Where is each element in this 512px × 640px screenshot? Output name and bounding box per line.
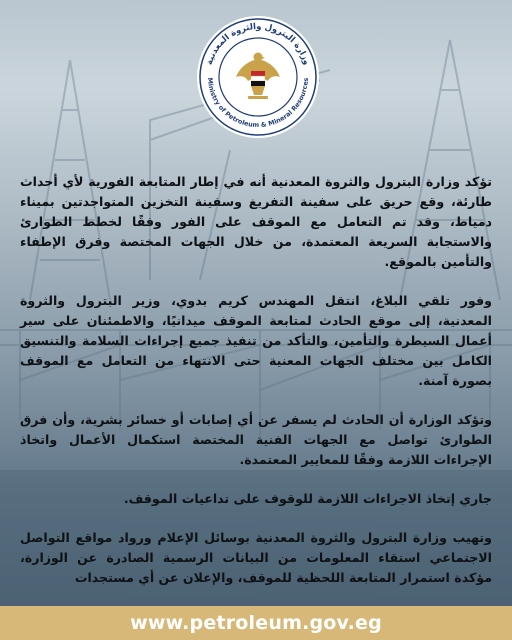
ministry-logo <box>196 15 320 139</box>
footer-bar <box>0 606 512 640</box>
paragraph-1: تؤكد وزارة البترول والثروة المعدنية أنه في إطار المتابعة الفورية لأي أحداث طارئة، وقع حريق على سفينة التفريغ وسفينة التخزين المتواجدتين بميناء دمياط، وقد تم التعامل مع الموقف على الفور وفقًا لخطط الطوارئ والاستجابة السريعة المعتمدة، من خلال الجهات المختصة وفرق الإطفاء والتأمين بالموقع. <box>20 174 492 269</box>
paragraph-4: جاري إتخاذ الاجراءات اللازمة للوقوف على تداعيات الموقف. <box>123 491 492 506</box>
logo-english-text: Ministry of Petroleum & Mineral Resources <box>205 77 311 130</box>
paragraph-5: وتهيب وزارة البترول والثروة المعدنية بوسائل الإعلام ورواد مواقع التواصل الاجتماعي استقاء المعلومات من البيانات الرسمية الصادرة عن الوزارة، مؤكدة استمرار المتابعة اللحظية للموقف، والإعلان عن أي مستجدات <box>20 530 492 585</box>
paragraph-2: وفور تلقي البلاغ، انتقل المهندس كريم بدوي، وزير البترول والثروة المعدنية، إلى موقع الحادث لمتابعة الموقف ميدانيًا، والاطمئنان على سير أعمال السيطرة والتأمين، والتأكد من تنفيذ جميع إجراءات السلامة والتنسيق الكامل بين مختلف الجهات المعنية حتى الانتهاء من التعامل مع الموقف بصورة آمنة. <box>20 293 492 388</box>
statement-text <box>20 172 492 607</box>
paragraph-3: وتؤكد الوزارة أن الحادث لم يسفر عن أي إصابات أو خسائر بشرية، وأن فرق الطوارئ تواصل مع الجهات الفنية المختصة استكمال الأعمال واتخاذ الإجراءات اللازمة وفقًا للمعايير المعتمدة. <box>20 412 492 467</box>
logo-arabic-text: وزارة البترول والثروة المعدنية <box>204 21 312 67</box>
website-link[interactable]: www.petroleum.gov.eg <box>130 612 382 634</box>
